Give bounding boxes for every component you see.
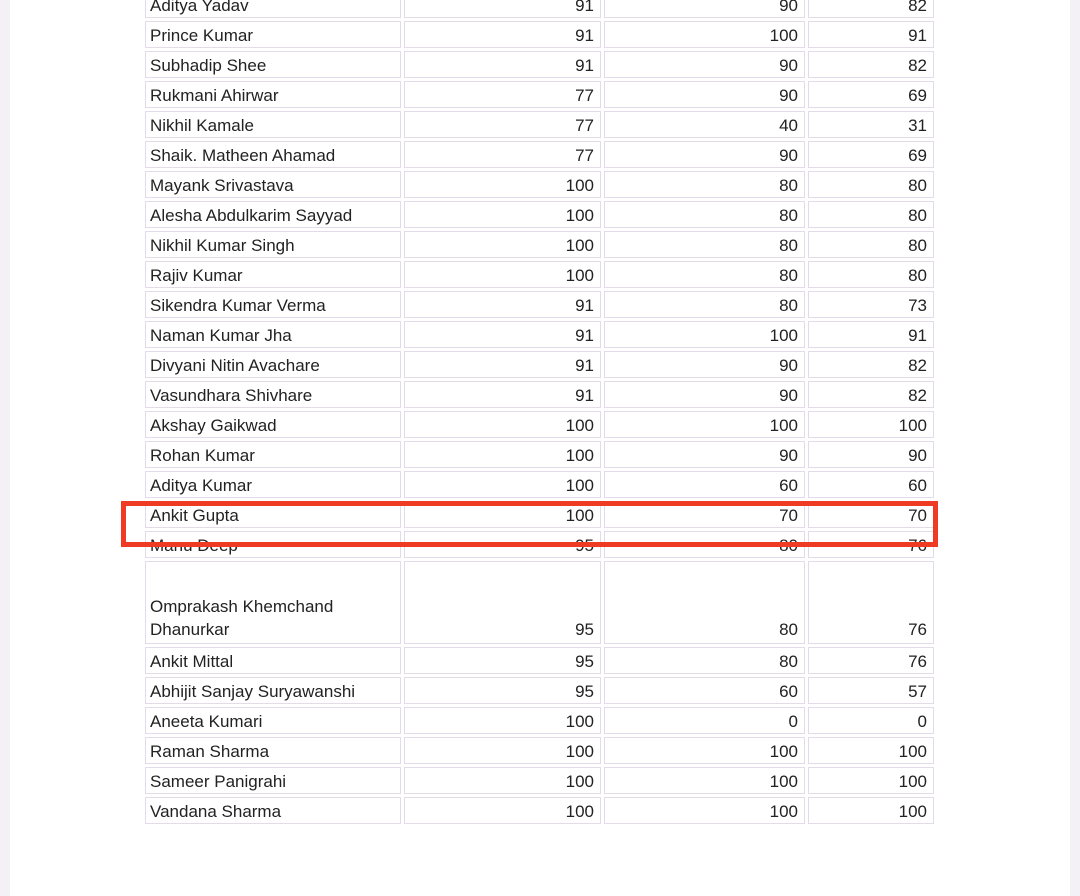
student-name: Aneeta Kumari [145, 707, 401, 734]
table-row [145, 411, 934, 438]
table-row [145, 51, 934, 78]
table-row [145, 677, 934, 704]
score-2: 80 [604, 561, 805, 644]
score-2: 40 [604, 111, 805, 138]
score-2: 80 [604, 647, 805, 674]
student-name: Ankit Gupta [145, 501, 401, 528]
score-2: 100 [604, 21, 805, 48]
score-1: 100 [404, 737, 601, 764]
table-row [145, 647, 934, 674]
table-row [145, 141, 934, 168]
student-name: Sikendra Kumar Verma [145, 291, 401, 318]
score-2: 90 [604, 51, 805, 78]
student-name: Mayank Srivastava [145, 171, 401, 198]
score-3: 69 [808, 81, 934, 108]
table-row [145, 0, 934, 18]
student-name: Abhijit Sanjay Suryawanshi [145, 677, 401, 704]
table-row [145, 471, 934, 498]
document-page [10, 0, 1070, 896]
score-3: 76 [808, 561, 934, 644]
score-3: 90 [808, 441, 934, 468]
score-2: 70 [604, 501, 805, 528]
table-row [145, 171, 934, 198]
score-2: 80 [604, 531, 805, 558]
score-1: 77 [404, 81, 601, 108]
score-3: 69 [808, 141, 934, 168]
score-2: 80 [604, 171, 805, 198]
score-2: 90 [604, 81, 805, 108]
table-row [145, 321, 934, 348]
score-2: 90 [604, 381, 805, 408]
score-3: 82 [808, 0, 934, 18]
score-2: 90 [604, 141, 805, 168]
student-name: Rajiv Kumar [145, 261, 401, 288]
score-1: 95 [404, 647, 601, 674]
score-1: 100 [404, 411, 601, 438]
score-3: 76 [808, 531, 934, 558]
score-1: 77 [404, 141, 601, 168]
score-3: 82 [808, 351, 934, 378]
score-2: 90 [604, 441, 805, 468]
score-1: 100 [404, 707, 601, 734]
score-3: 82 [808, 51, 934, 78]
score-2: 80 [604, 291, 805, 318]
score-3: 70 [808, 501, 934, 528]
score-1: 100 [404, 441, 601, 468]
student-name: Naman Kumar Jha [145, 321, 401, 348]
table-row [145, 381, 934, 408]
score-1: 91 [404, 51, 601, 78]
results-table [142, 0, 937, 827]
table-row [145, 737, 934, 764]
score-1: 91 [404, 381, 601, 408]
table-row [145, 111, 934, 138]
score-3: 80 [808, 201, 934, 228]
score-1: 95 [404, 531, 601, 558]
score-3: 73 [808, 291, 934, 318]
score-3: 91 [808, 21, 934, 48]
score-1: 100 [404, 767, 601, 794]
student-name: Raman Sharma [145, 737, 401, 764]
score-3: 57 [808, 677, 934, 704]
table-row [145, 797, 934, 824]
score-1: 100 [404, 471, 601, 498]
score-3: 91 [808, 321, 934, 348]
score-1: 91 [404, 21, 601, 48]
score-3: 80 [808, 171, 934, 198]
student-name: Divyani Nitin Avachare [145, 351, 401, 378]
score-2: 60 [604, 677, 805, 704]
score-1: 100 [404, 261, 601, 288]
score-1: 91 [404, 351, 601, 378]
score-3: 100 [808, 737, 934, 764]
table-row-highlighted [145, 441, 934, 468]
score-3: 60 [808, 471, 934, 498]
table-row [145, 21, 934, 48]
score-2: 80 [604, 201, 805, 228]
score-2: 100 [604, 411, 805, 438]
score-3: 80 [808, 231, 934, 258]
table-row [145, 531, 934, 558]
score-2: 90 [604, 351, 805, 378]
score-3: 80 [808, 261, 934, 288]
table-row [145, 707, 934, 734]
student-name: Nikhil Kamale [145, 111, 401, 138]
score-3: 0 [808, 707, 934, 734]
student-name: Omprakash Khemchand Dhanurkar [145, 561, 401, 644]
score-3: 100 [808, 797, 934, 824]
score-1: 91 [404, 321, 601, 348]
table-row [145, 351, 934, 378]
student-name: Manu Deep [145, 531, 401, 558]
score-2: 60 [604, 471, 805, 498]
score-1: 95 [404, 677, 601, 704]
student-name: Nikhil Kumar Singh [145, 231, 401, 258]
score-2: 100 [604, 797, 805, 824]
score-3: 31 [808, 111, 934, 138]
student-name: Akshay Gaikwad [145, 411, 401, 438]
score-1: 100 [404, 231, 601, 258]
score-3: 76 [808, 647, 934, 674]
score-2: 100 [604, 737, 805, 764]
table-row [145, 261, 934, 288]
table-row [145, 81, 934, 108]
student-name: Rohan Kumar [145, 441, 401, 468]
score-3: 100 [808, 767, 934, 794]
score-1: 77 [404, 111, 601, 138]
student-name: Vasundhara Shivhare [145, 381, 401, 408]
student-name: Sameer Panigrahi [145, 767, 401, 794]
score-2: 90 [604, 0, 805, 18]
student-name: Alesha Abdulkarim Sayyad [145, 201, 401, 228]
table-row [145, 501, 934, 528]
score-1: 100 [404, 171, 601, 198]
student-name: Prince Kumar [145, 21, 401, 48]
score-2: 80 [604, 231, 805, 258]
table-row [145, 561, 934, 644]
score-1: 91 [404, 291, 601, 318]
score-2: 100 [604, 321, 805, 348]
table-row [145, 201, 934, 228]
student-name: Vandana Sharma [145, 797, 401, 824]
student-name: Rukmani Ahirwar [145, 81, 401, 108]
table-row [145, 767, 934, 794]
score-2: 0 [604, 707, 805, 734]
score-3: 82 [808, 381, 934, 408]
score-1: 100 [404, 797, 601, 824]
student-name: Aditya Yadav [145, 0, 401, 18]
score-1: 100 [404, 501, 601, 528]
score-1: 100 [404, 201, 601, 228]
table-row [145, 291, 934, 318]
score-1: 91 [404, 0, 601, 18]
score-1: 95 [404, 561, 601, 644]
student-name: Subhadip Shee [145, 51, 401, 78]
student-name: Aditya Kumar [145, 471, 401, 498]
student-name: Shaik. Matheen Ahamad [145, 141, 401, 168]
score-3: 100 [808, 411, 934, 438]
student-name: Ankit Mittal [145, 647, 401, 674]
score-2: 80 [604, 261, 805, 288]
score-2: 100 [604, 767, 805, 794]
table-row [145, 231, 934, 258]
